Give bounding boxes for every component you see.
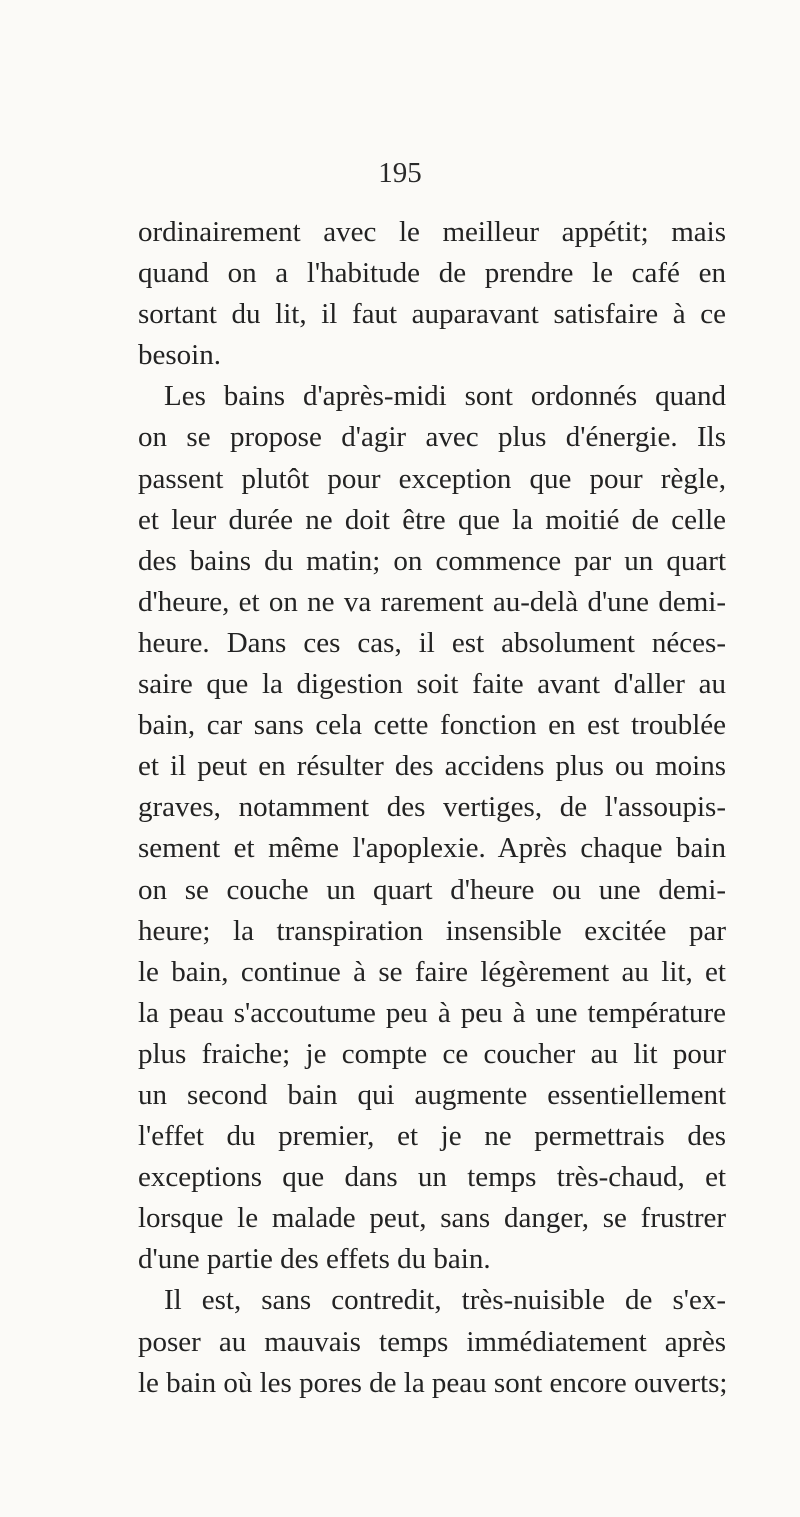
text-line: le bain où les pores de la peau sont encore ouverts; <box>138 1366 728 1399</box>
text-line: besoin. <box>138 339 221 372</box>
text-line: plus fraiche; je compte ce coucher au lit pour <box>138 1037 726 1070</box>
text-line: heure; la transpiration insensible excitée par <box>138 914 726 947</box>
text-line: le bain, continue à se faire légèrement au lit, et <box>138 955 726 988</box>
text-line: on se couche un quart d'heure ou une demi- <box>138 873 726 906</box>
text-line: l'effet du premier, et je ne permettrais des <box>138 1120 726 1153</box>
text-line: bain, car sans cela cette fonction en est troublée <box>138 709 726 742</box>
body-text <box>138 212 726 1404</box>
text-line: exceptions que dans un temps très-chaud, et <box>138 1161 726 1194</box>
text-line: sortant du lit, il faut auparavant satisfaire à ce <box>138 298 726 331</box>
text-line: d'une partie des effets du bain. <box>138 1243 491 1276</box>
text-line: sement et même l'apoplexie. Après chaque bain <box>138 832 726 865</box>
paragraph-start-line: Les bains d'après-midi sont ordonnés quand <box>164 380 726 413</box>
text-line: lorsque le malade peut, sans danger, se frustrer <box>138 1202 726 1235</box>
text-line: des bains du matin; on commence par un quart <box>138 544 726 577</box>
text-line: la peau s'accoutume peu à peu à une température <box>138 996 726 1029</box>
text-line: passent plutôt pour exception que pour règle, <box>138 462 726 495</box>
text-line: d'heure, et on ne va rarement au-delà d'une demi- <box>138 585 726 618</box>
text-line: on se propose d'agir avec plus d'énergie. Ils <box>138 421 726 454</box>
text-line: heure. Dans ces cas, il est absolument néces- <box>138 626 726 659</box>
paragraph-start-line: Il est, sans contredit, très-nuisible de s'ex- <box>164 1284 726 1317</box>
text-line: un second bain qui augmente essentiellement <box>138 1078 726 1111</box>
text-line: ordinairement avec le meilleur appétit; mais <box>138 216 726 248</box>
text-line: et leur durée ne doit être que la moitié de celle <box>138 503 726 536</box>
page-number: 195 <box>378 157 422 189</box>
text-line: poser au mauvais temps immédiatement après <box>138 1325 726 1358</box>
text-line: graves, notamment des vertiges, de l'assoupis- <box>138 791 726 824</box>
text-line: et il peut en résulter des accidens plus ou moins <box>138 750 726 783</box>
text-line: quand on a l'habitude de prendre le café en <box>138 257 726 290</box>
text-line: saire que la digestion soit faite avant d'aller au <box>138 668 726 701</box>
